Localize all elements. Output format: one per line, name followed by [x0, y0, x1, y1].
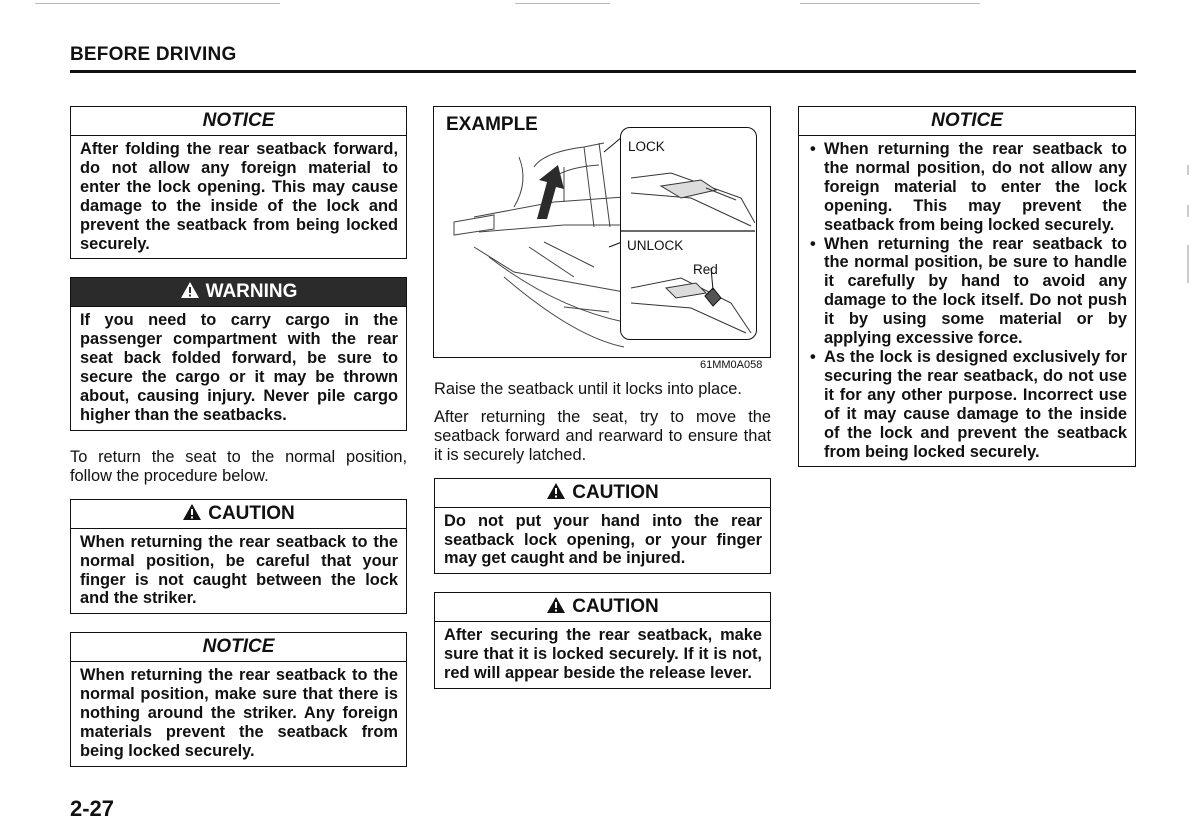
warning-triangle-icon — [182, 503, 202, 521]
margin-marks — [1185, 165, 1191, 285]
warning-box — [70, 277, 407, 430]
caution-header — [435, 593, 770, 622]
page-number: 2-27 — [70, 796, 115, 821]
figure-title: EXAMPLE — [446, 114, 538, 135]
notice-box — [798, 106, 1136, 467]
scan-line — [515, 3, 610, 4]
notice-body: When returning the rear seatback to the normal position, make sure that there is nothing around the striker. Any foreign materials prevent the seatback from being locked securely. — [80, 666, 398, 760]
procedure-text: To return the seat to the normal position, follow the procedure below. — [70, 447, 407, 485]
warning-triangle-icon — [180, 281, 200, 299]
warning-title: WARNING — [205, 281, 298, 303]
notice-body: After folding the rear seatback forward, do not allow any foreign material to enter the lock opening. This may cause damage to the inside of the lock and prevent the seatback from being locked securely. — [80, 140, 398, 253]
caution-box — [434, 592, 771, 689]
list-item: • When returning the rear seatback to the normal position, be sure to handle it carefully by hand to avoid any damage to the lock itself. Do not push it by using some material or by applying excessive force. — [808, 235, 1127, 348]
scan-line — [800, 3, 980, 4]
caution-title: CAUTION — [208, 502, 295, 524]
notice-box — [70, 106, 407, 259]
section-header — [70, 44, 1136, 73]
list-item: • When returning the rear seatback to the normal position, do not allow any foreign material to enter the lock opening. This may prevent the seatback from being locked securely. — [808, 140, 1127, 235]
warning-header — [71, 278, 406, 307]
section-title: BEFORE DRIVING — [70, 44, 237, 65]
caution-header — [71, 500, 406, 529]
latch-check-text: After returning the seat, try to move the seatback forward and rearward to ensure that it is securely latched. — [434, 407, 771, 464]
lock-label: LOCK — [628, 139, 665, 154]
notice-body — [799, 136, 1135, 466]
caution-box — [70, 499, 407, 615]
figure-code: 61MM0A058 — [700, 359, 763, 371]
scan-line — [35, 3, 280, 4]
unlock-label: UNLOCK — [627, 238, 684, 253]
caution-body: After securing the rear seatback, make sure that it is locked securely. If it is not, red will appear beside the release lever. — [444, 626, 762, 683]
red-label: Red — [693, 262, 718, 277]
warning-triangle-icon — [546, 482, 566, 500]
middle-column — [434, 380, 771, 689]
up-arrow-icon — [537, 165, 564, 219]
notice-box — [70, 632, 407, 767]
example-figure — [433, 106, 771, 358]
caution-body: When returning the rear seatback to the normal position, be careful that your finger is not caught between the lock and the striker. — [80, 532, 398, 608]
lock-detail-inset — [620, 127, 757, 340]
lock-detail-drawing — [621, 128, 755, 338]
warning-triangle-icon — [546, 596, 566, 614]
caution-body: Do not put your hand into the rear seatback lock opening, or your finger may get caught and be injured. — [444, 511, 762, 568]
caution-box — [434, 478, 771, 575]
warning-body: If you need to carry cargo in the passenger compartment with the rear seat back folded forward, be sure to secure the cargo or it may be thrown about, causing injury. Never pile cargo higher than the seatbacks. — [80, 311, 398, 424]
caution-header — [435, 479, 770, 508]
notice-title: NOTICE — [799, 107, 1135, 136]
caution-title: CAUTION — [572, 596, 659, 618]
notice-title: NOTICE — [71, 633, 406, 662]
caution-title: CAUTION — [572, 481, 659, 503]
notice-list — [808, 140, 1127, 461]
left-column — [70, 106, 407, 767]
right-column — [798, 106, 1136, 467]
raise-text: Raise the seatback until it locks into place. — [434, 380, 742, 398]
list-item: • As the lock is designed exclusively for securing the rear seatback, do not use it for any other purpose. Incorrect use of it may cause damage to the inside of the lock and prevent the seatback from being locked securely. — [808, 348, 1127, 461]
notice-title: NOTICE — [71, 107, 406, 136]
